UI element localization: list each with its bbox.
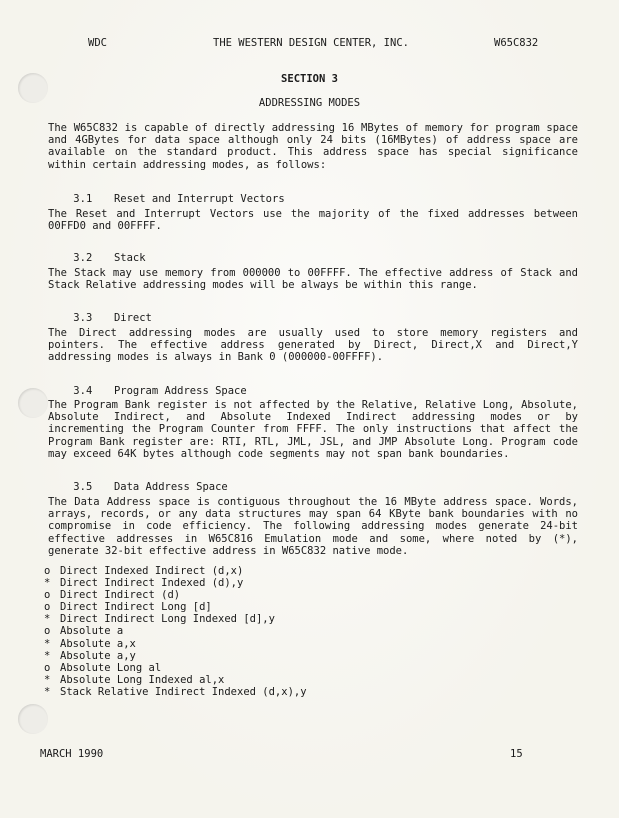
header-title: THE WESTERN DESIGN CENTER, INC.: [213, 37, 409, 49]
section-heading-title: Direct: [113, 312, 152, 324]
section-body: The Reset and Interrupt Vectors use the majority of the fixed addresses between 00FFD0 and 00FFFF.: [48, 208, 578, 233]
section-body: The Program Bank register is not affected by the Relative, Relative Long, Absolute, Absolute Indirect, and Absolute Indexed Indirect addressing modes or by incrementing the Program Counter from FFFF. The only instructions that affect the Program Bank register are: RTI, RTL, JML, JSL, and JMP Absolute Long. Program code may exceed 64K bytes although code segments may not span bank boundaries.: [48, 399, 578, 460]
list-item-text: Direct Indirect Long [d]: [60, 601, 212, 614]
section-heading-title: Program Address Space: [113, 385, 247, 397]
list-marker: *: [44, 673, 51, 686]
list-item-text: Absolute a,x: [60, 637, 136, 650]
header-right: W65C832: [494, 37, 539, 49]
section-heading-title: Stack: [113, 252, 146, 264]
list-item: [44, 662, 307, 674]
section-number: 3.4: [73, 385, 93, 397]
section-heading-title: Reset and Interrupt Vectors: [113, 193, 285, 205]
section-body: The Direct addressing modes are usually used to store memory registers and pointers. The effective address generated by Direct, Direct,X and Direct,Y addressing modes is always in Bank 0 (000000-00FFFF).: [48, 327, 578, 364]
list-item-text: Absolute a: [60, 625, 124, 638]
list-item: [44, 577, 307, 589]
list-marker: o: [44, 661, 51, 674]
list-item-text: Direct Indirect Long Indexed [d],y: [60, 613, 275, 626]
section-subtitle: ADDRESSING MODES: [258, 97, 361, 109]
list-marker: o: [44, 565, 51, 577]
section-number: 3.1: [73, 193, 93, 205]
list-item-text: Absolute Long al: [60, 661, 162, 674]
punch-hole-bottom: [18, 704, 48, 734]
footer-date: MARCH 1990: [40, 748, 104, 760]
list-item-text: Direct Indexed Indirect (d,x): [60, 565, 244, 577]
list-marker: *: [44, 613, 51, 626]
section-number: 3.2: [73, 252, 93, 264]
list-item-text: Direct Indirect Indexed (d),y: [60, 577, 244, 590]
list-item-text: Stack Relative Indirect Indexed (d,x),y: [60, 685, 307, 698]
header-left: WDC: [88, 37, 107, 49]
list-item: [44, 674, 307, 686]
list-item: [44, 613, 307, 625]
page-number: 15: [510, 748, 523, 760]
section-title: SECTION 3: [281, 73, 338, 85]
intro-paragraph: The W65C832 is capable of directly addressing 16 MBytes of memory for program space and 4GBytes for data space although only 24 bits (16MBytes) of address space are available on the standard product. This address space has special significance within certain addressing modes, as follows:: [48, 122, 578, 171]
list-marker: *: [44, 649, 51, 662]
section-number: 3.5: [73, 481, 93, 493]
section-number: 3.3: [73, 312, 93, 324]
list-item-text: Absolute Long Indexed al,x: [60, 673, 225, 686]
list-marker: o: [44, 625, 51, 638]
list-item: [44, 638, 307, 650]
list-marker: *: [44, 685, 51, 698]
list-item: [44, 686, 307, 698]
section-body: The Stack may use memory from 000000 to 00FFFF. The effective address of Stack and Stack Relative addressing modes will be always be within this range.: [48, 267, 578, 292]
list-item-text: Absolute a,y: [60, 649, 136, 662]
list-marker: *: [44, 577, 51, 590]
list-item: [44, 625, 307, 637]
list-item: [44, 601, 307, 613]
addressing-mode-list: [44, 565, 307, 698]
list-item-text: Direct Indirect (d): [60, 589, 181, 602]
section-body: The Data Address space is contiguous throughout the 16 MByte address space. Words, arrays, records, or any data structures may span 64 KByte bank boundaries with no compromise in code efficiency. The following addressing modes generate 24-bit effective addresses in W65C816 Emulation mode and some, where noted by (*), generate 32-bit effective address in W65C832 native mode.: [48, 496, 578, 557]
list-item: [44, 565, 307, 577]
list-item: [44, 589, 307, 601]
list-marker: *: [44, 637, 51, 650]
list-marker: o: [44, 589, 51, 602]
list-marker: o: [44, 601, 51, 614]
punch-hole-middle: [18, 388, 48, 418]
section-heading-title: Data Address Space: [113, 481, 228, 493]
list-item: [44, 650, 307, 662]
